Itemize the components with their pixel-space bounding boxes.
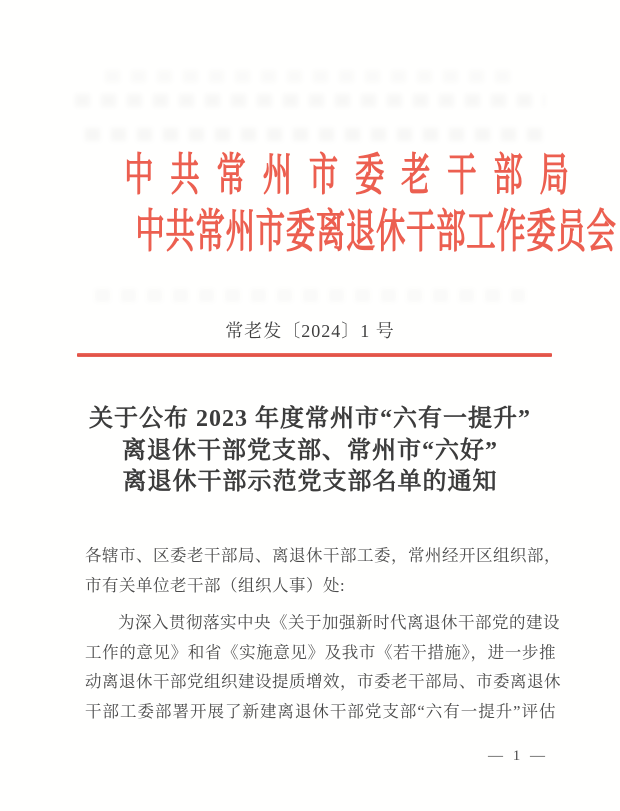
page-number: — 1 — <box>488 748 548 764</box>
scan-bleedthrough-artifact <box>85 128 550 141</box>
letterhead-org-primary <box>0 150 620 200</box>
body-text-line: 各辖市、区委老干部局、离退休干部工委，常州经开区组织部， <box>85 546 561 565</box>
body-text-line: 干部工委部署开展了新建离退休干部党支部“六有一提升”评估 <box>85 701 556 721</box>
document-title <box>0 404 620 499</box>
letterhead-org-secondary <box>0 205 620 259</box>
scan-bleedthrough-artifact <box>105 70 515 83</box>
document-title-line-1: 关于公布 2023 年度常州市“六有一提升” <box>89 406 531 432</box>
scan-bleedthrough-artifact <box>95 289 525 302</box>
document-number: 常老发〔2024〕1 号 <box>225 321 395 341</box>
scan-bleedthrough-artifact <box>75 94 545 107</box>
document-title-line-2: 离退休干部党支部、常州市“六好” <box>122 437 498 464</box>
letterhead-org-secondary-text: 中共常州市委离退休干部工作委员会 <box>135 206 617 257</box>
body-text-line: 动离退休干部党组织建设提质增效，市委老干部局、市委离退休 <box>85 672 561 692</box>
document-body <box>85 541 561 727</box>
body-text-line: 市有关单位老干部（组织人事）处: <box>85 575 346 595</box>
letterhead-org-primary-text: 中共常州市委老干部局 <box>124 150 586 200</box>
body-text-line: 工作的意见》和省《实施意见》及我市《若干措施》，进一步推 <box>85 642 556 662</box>
red-divider-rule <box>77 353 552 357</box>
body-text-line: 为深入贯彻落实中央《关于加强新时代离退休干部党的建设 <box>118 613 560 633</box>
document-title-line-3: 离退休干部示范党支部名单的通知 <box>122 469 498 495</box>
